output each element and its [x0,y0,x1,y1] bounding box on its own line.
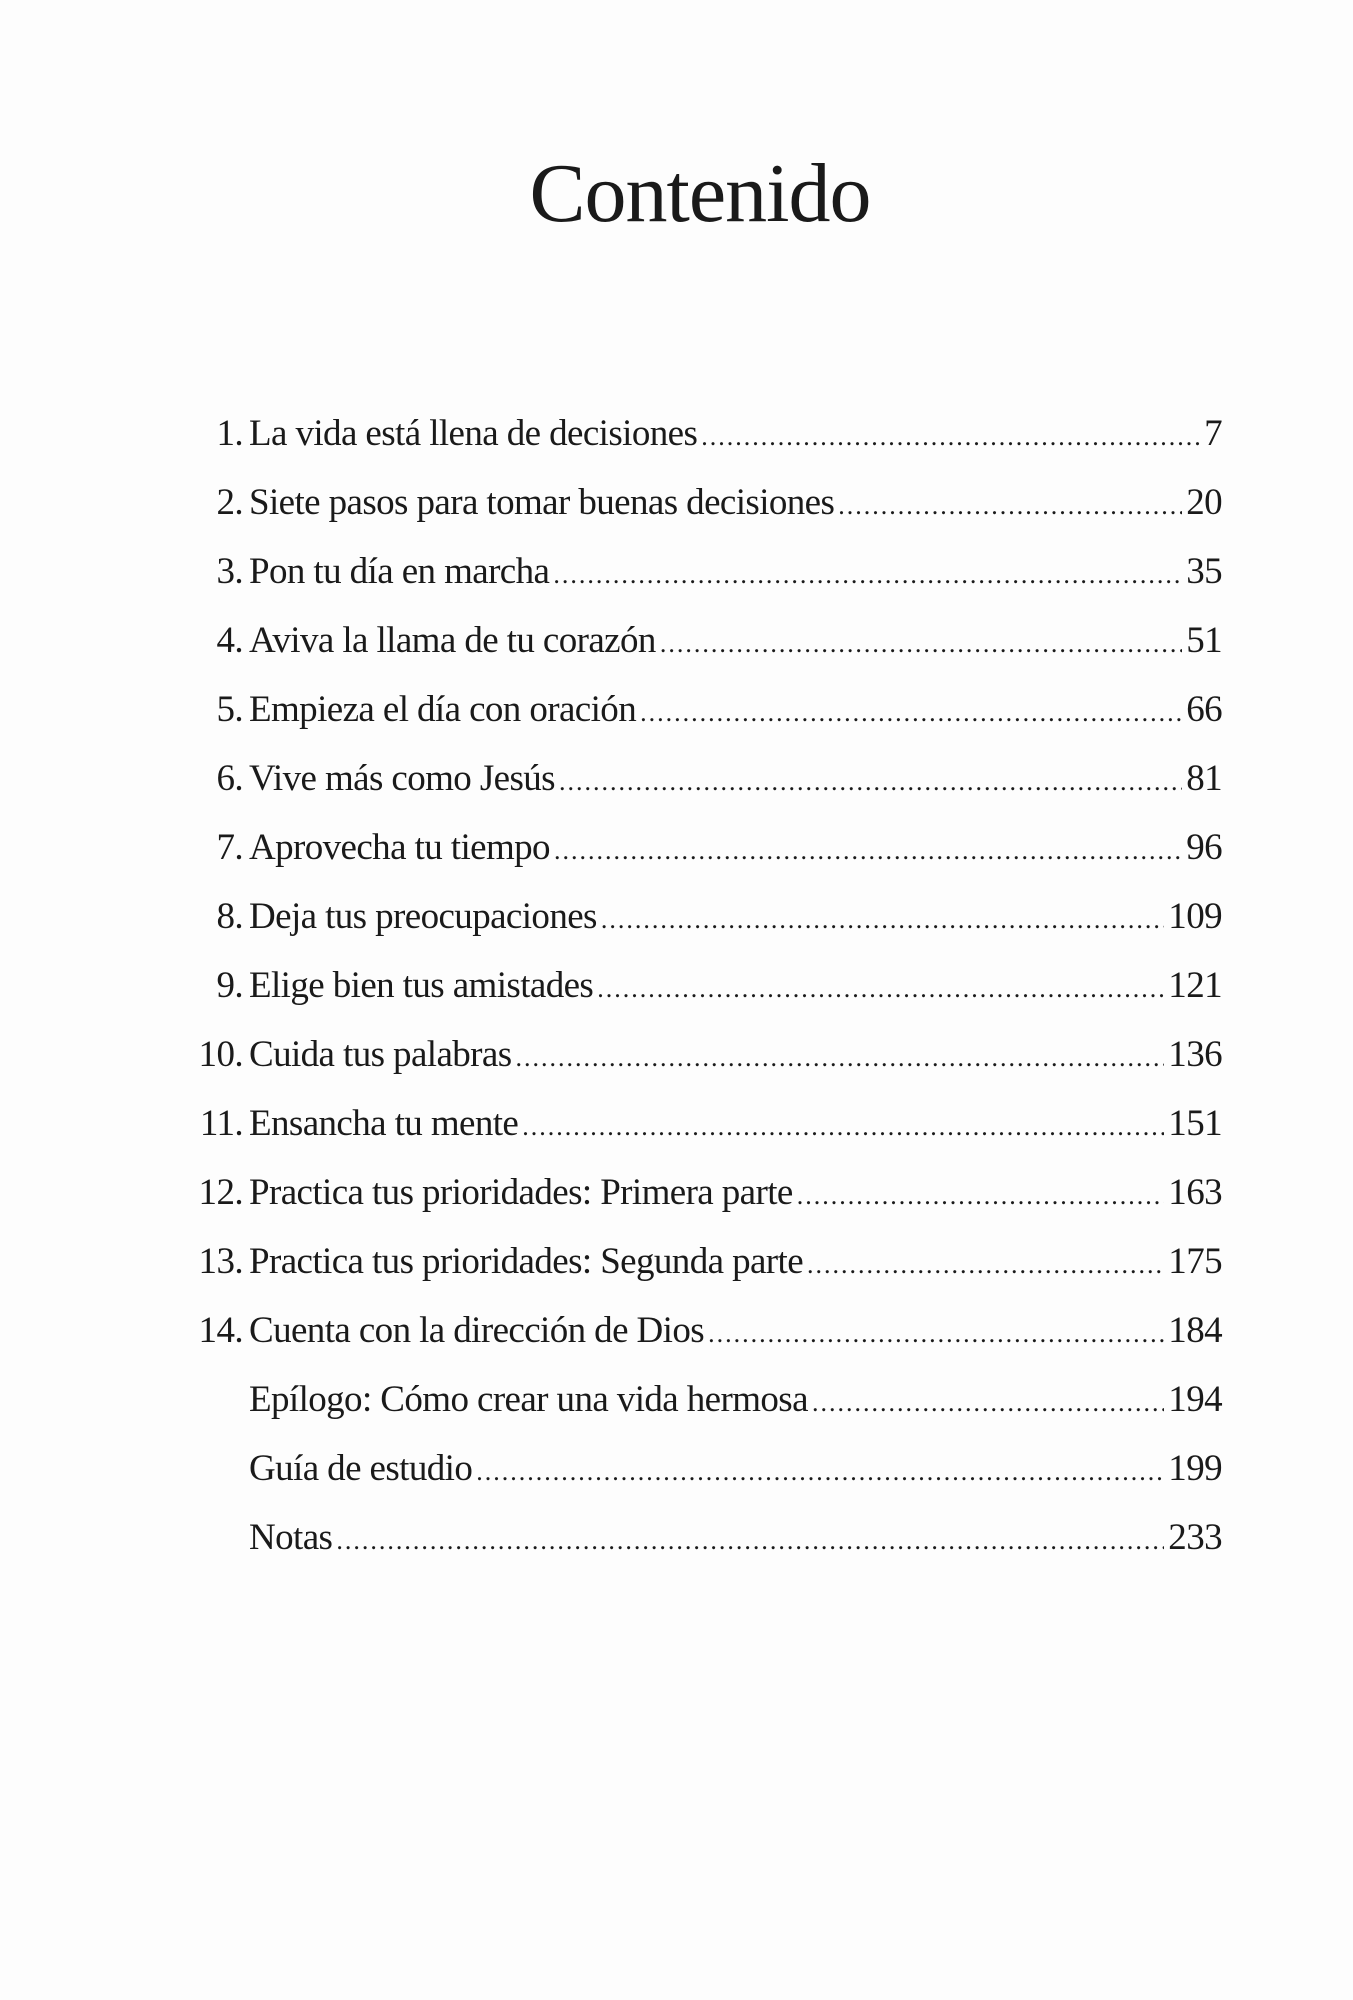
entry-page-number: 199 [1168,1448,1222,1489]
entry-title: La vida está llena de decisiones [249,413,698,454]
entry-page-number: 194 [1168,1379,1222,1420]
toc-entry [190,1309,1222,1378]
toc-entry [190,895,1222,964]
entry-number: 3. [216,551,243,592]
entry-page-number: 151 [1168,1103,1222,1144]
entry-page-number: 136 [1168,1034,1222,1075]
entry-number: 2. [216,482,243,523]
dot-leader [559,767,1182,797]
toc-entry [190,964,1222,1033]
entry-number: 7. [216,827,243,868]
toc-entry [190,412,1222,481]
entry-number: 14. [198,1310,243,1351]
toc-entry [190,1516,1222,1585]
entry-title: Practica tus prioridades: Segunda parte [249,1241,804,1282]
entry-title: Epílogo: Cómo crear una vida hermosa [249,1379,808,1420]
toc-entry [190,826,1222,895]
entry-page-number: 184 [1168,1310,1222,1351]
dot-leader [708,1319,1164,1349]
entry-title: Pon tu día en marcha [249,551,550,592]
entry-page-number: 175 [1168,1241,1222,1282]
entry-number: 8. [216,896,243,937]
dot-leader [476,1457,1164,1487]
entry-page-number: 109 [1168,896,1222,937]
entry-page-number: 51 [1186,620,1222,661]
entry-title: Empieza el día con oración [249,689,637,730]
dot-leader [838,491,1182,521]
entry-title: Ensancha tu mente [249,1103,519,1144]
entry-page-number: 121 [1168,965,1222,1006]
entry-title: Practica tus prioridades: Primera parte [249,1172,793,1213]
toc-entry [190,550,1222,619]
page-title: Contenido [529,147,871,240]
entry-title: Cuenta con la dirección de Dios [249,1310,705,1351]
toc-entry [190,619,1222,688]
table-of-contents [190,412,1222,1585]
dot-leader [597,974,1164,1004]
dot-leader [336,1526,1164,1556]
toc-entry [190,1171,1222,1240]
entry-number: 10. [198,1034,243,1075]
entry-title: Notas [249,1517,333,1558]
entry-number: 4. [216,620,243,661]
toc-entry [190,1447,1222,1516]
dot-leader [807,1250,1164,1280]
entry-page-number: 20 [1186,482,1222,523]
entry-page-number: 66 [1186,689,1222,730]
dot-leader [553,560,1182,590]
entry-number: 1. [216,413,243,454]
toc-entry [190,688,1222,757]
dot-leader [554,836,1182,866]
toc-entry [190,1102,1222,1171]
entry-number: 9. [216,965,243,1006]
dot-leader [601,905,1164,935]
entry-title: Siete pasos para tomar buenas decisiones [249,482,835,523]
dot-leader [701,422,1200,452]
entry-page-number: 96 [1186,827,1222,868]
entry-title: Guía de estudio [249,1448,473,1489]
entry-page-number: 81 [1186,758,1222,799]
entry-title: Aprovecha tu tiempo [249,827,550,868]
entry-number: 6. [216,758,243,799]
entry-title: Vive más como Jesús [249,758,555,799]
dot-leader [522,1112,1164,1142]
toc-entry [190,757,1222,826]
entry-page-number: 163 [1168,1172,1222,1213]
entry-title: Aviva la llama de tu corazón [249,620,656,661]
dot-leader [797,1181,1165,1211]
entry-title: Cuida tus palabras [249,1034,512,1075]
entry-page-number: 35 [1186,551,1222,592]
toc-entry [190,481,1222,550]
dot-leader [516,1043,1165,1073]
dot-leader [660,629,1182,659]
entry-number: 11. [199,1103,243,1144]
dot-leader [812,1388,1164,1418]
toc-entry [190,1378,1222,1447]
entry-title: Elige bien tus amistades [249,965,594,1006]
entry-number: 12. [198,1172,243,1213]
entry-number: 5. [216,689,243,730]
dot-leader [640,698,1182,728]
toc-entry [190,1240,1222,1309]
entry-page-number: 233 [1168,1517,1222,1558]
toc-entry [190,1033,1222,1102]
entry-number: 13. [198,1241,243,1282]
entry-title: Deja tus preocupaciones [249,896,597,937]
entry-page-number: 7 [1204,413,1222,454]
